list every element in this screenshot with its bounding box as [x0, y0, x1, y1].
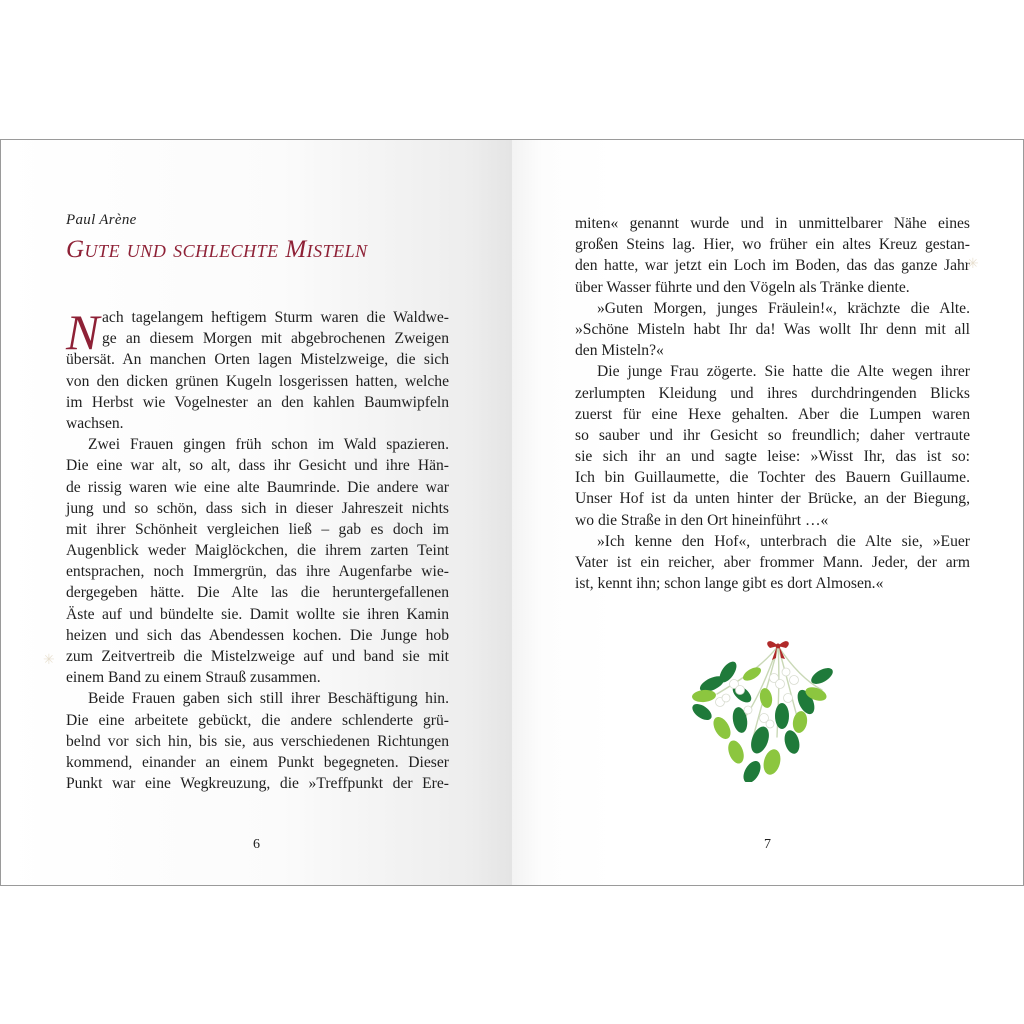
- chapter-title: Gute und schlechte Misteln: [66, 236, 368, 263]
- sparkle-icon: ✳: [43, 652, 55, 668]
- text-line: Die eine war alt, so alt, dass ihr Gesicht und ihre Hän-: [66, 457, 449, 475]
- right-body-text: [575, 213, 970, 594]
- text-line: Vater ist ein reicher, aber frommer Mann. Jeder, der arm: [575, 554, 970, 571]
- text-line: über Wasser führte und den Vögeln als Tränke diente.: [575, 278, 910, 296]
- text-line: ge an diesem Morgen mit abgebrochenen Zweigen: [102, 330, 449, 348]
- text-line: heizen und sich das Abendessen kochen. Die Junge hob: [66, 626, 449, 644]
- text-line: von den dicken grünen Kugeln losgerissen hatten, welche: [66, 372, 449, 390]
- text-line: entsprachen, noch Immergrün, das ihre Augenfarbe wie-: [66, 563, 449, 581]
- text-line: »Ich kenne den Hof«, unterbrach die Alte sie, »Euer: [597, 532, 970, 550]
- text-line: großen Steins lag. Hier, wo früher ein altes Kreuz gestan-: [575, 236, 970, 254]
- page-number-right: 7: [764, 837, 771, 852]
- text-line: de rissig waren wie eine alte Baumrinde. Die andere war: [66, 478, 449, 496]
- text-line: dergegeben hätte. Die Alte las die heruntergefallenen: [66, 584, 449, 602]
- text-line: zuerst für eine Hexe gehalten. Aber die Lumpen waren: [575, 405, 970, 423]
- left-page: [0, 140, 512, 885]
- drop-cap: N: [66, 304, 100, 360]
- text-line: wo die Straße in den Ort hineinführt …«: [575, 511, 829, 529]
- text-line: »Schöne Misteln habt Ihr da! Was wollt Ihr denn mit all: [575, 320, 970, 338]
- sparkle-icon: ✳: [967, 256, 979, 272]
- text-line: »Guten Morgen, junges Fräulein!«, krächzte die Alte.: [597, 299, 970, 317]
- text-line: Beide Frauen gaben sich still ihrer Beschäftigung hin.: [88, 690, 449, 708]
- text-line: Ich bin Guillaumette, die Tochter des Bauern Guillaume.: [575, 469, 970, 487]
- text-line: Äste auf und bündelte sie. Damit wollte sie ihren Kamin: [66, 605, 449, 623]
- right-page: [512, 140, 1024, 885]
- left-body-text: [66, 304, 449, 794]
- text-line: übersät. An manchen Orten lagen Mistelzweige, die sich: [66, 351, 449, 369]
- text-line: belnd vor sich hin, bis sie, aus verschiedenen Richtungen: [66, 732, 449, 750]
- text-line: den Misteln?«: [575, 342, 664, 360]
- text-line: Unser Hof ist da unten hinter der Brücke, an der Biegung,: [575, 490, 970, 508]
- text-line: miten« genannt wurde und in unmittelbarer Nähe eines: [575, 215, 970, 232]
- page-number-left: 6: [253, 837, 260, 852]
- text-line: kommend, einander an einem Punkt begegneten. Dieser: [66, 753, 449, 771]
- text-line: so sauber und ihr Gesicht so freundlich; daher vertraute: [575, 426, 970, 444]
- text-line: ach tagelangem heftigem Sturm waren die Waldwe-: [102, 309, 449, 326]
- text-line: Augenblick weder Maiglöckchen, die ihrem zarten Teint: [66, 542, 449, 560]
- text-line: einem Band zu einem Strauß zusammen.: [66, 669, 321, 687]
- text-line: Punkt war eine Wegkreuzung, die »Treffpunkt der Ere-: [66, 775, 449, 793]
- text-line: den hatte, war jetzt ein Loch im Boden, das das ganze Jahr: [575, 257, 970, 275]
- author-name: Paul Arène: [66, 212, 137, 228]
- text-line: wachsen.: [66, 414, 124, 432]
- book-spread: [0, 139, 1024, 886]
- text-line: ist, kennt ihn; schon lange gibt es dort Almosen.«: [575, 575, 884, 593]
- text-line: im Herbst wie Vogelnester an den kahlen Baumwipfeln: [66, 393, 449, 411]
- text-line: Die eine arbeitete gebückt, die andere schlenderte grü-: [66, 711, 449, 729]
- text-line: zum Zeitvertreib die Mistelzweige auf und band sie mit: [66, 648, 449, 665]
- text-line: zerlumpten Kleidung und ihres durchdringenden Blicks: [575, 384, 970, 402]
- text-line: Zwei Frauen gingen früh schon im Wald spazieren.: [88, 436, 449, 454]
- text-line: mit ihrer Schönheit vergleichen ließ – gab es doch im: [66, 520, 449, 538]
- mistletoe-icon: [682, 632, 842, 782]
- text-line: Die junge Frau zögerte. Sie hatte die Alte wegen ihrer: [597, 363, 970, 381]
- text-line: sie sich ihr an und sagte leise: »Wisst Ihr, das ist so:: [575, 448, 970, 466]
- text-line: jung und so schön, dass sich in dieser Jahreszeit nichts: [66, 499, 449, 517]
